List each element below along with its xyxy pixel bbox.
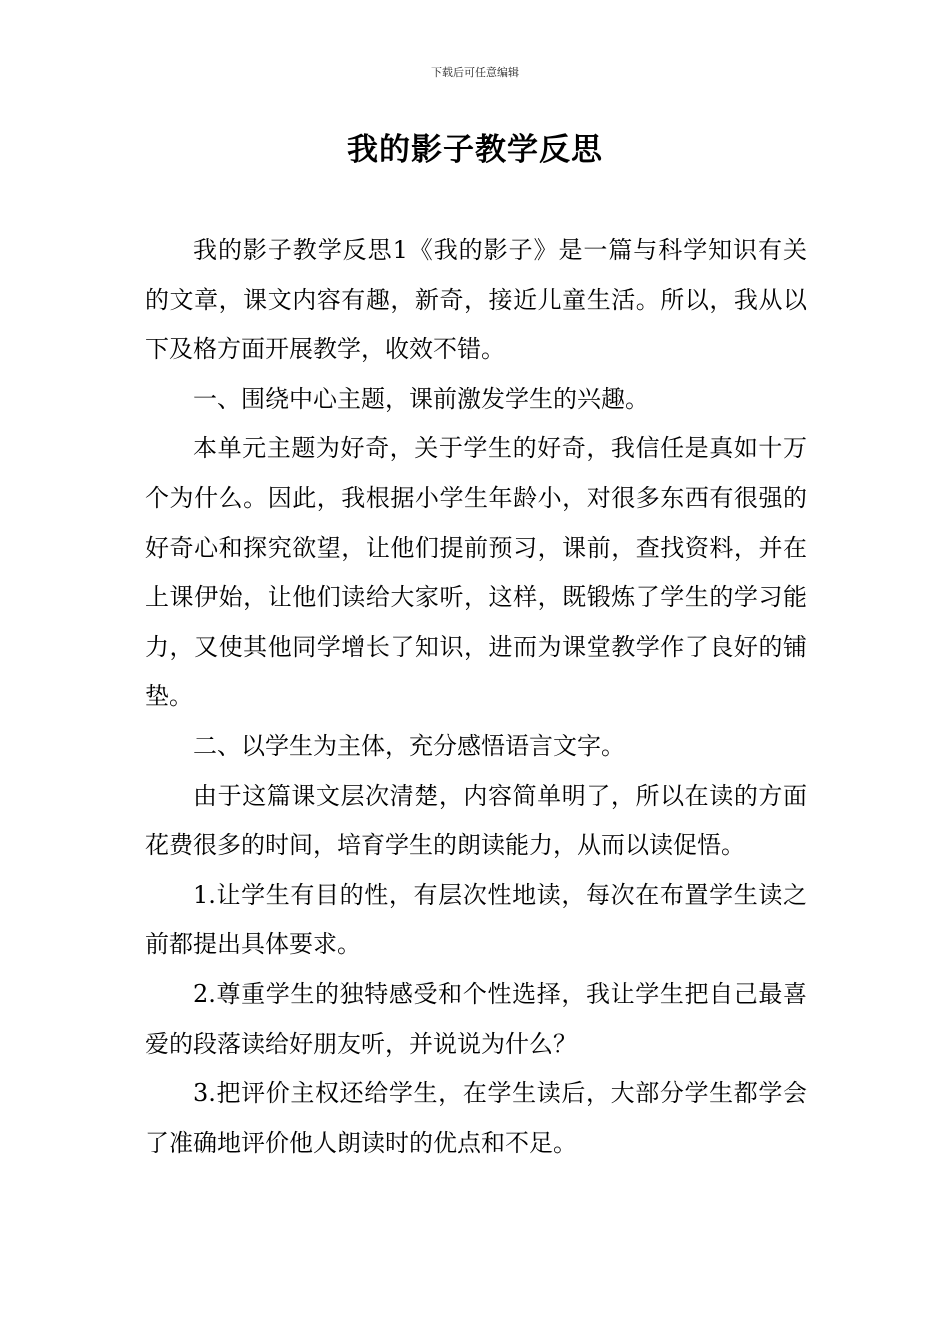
section-heading-one: 一、围绕中心主题，课前激发学生的兴趣。 bbox=[193, 384, 649, 413]
list-item-3: 3.把评价主权还给学生，在学生读后，大部分学生都学会了准确地评价他人朗读时的优点和不足。 bbox=[145, 1079, 807, 1157]
document-title: 我的影子教学反思 bbox=[347, 132, 603, 168]
list-item-1: 1.让学生有目的性，有层次性地读，每次在布置学生读之前都提出具体要求。 bbox=[145, 880, 807, 959]
list-item-2: 2.尊重学生的独特感受和个性选择，我让学生把自己最喜爱的段落读给好朋友听，并说说为什么？ bbox=[145, 979, 807, 1058]
paragraph-section-one: 本单元主题为好奇，关于学生的好奇，我信任是真如十万个为什么。因此，我根据小学生年龄小，对很多东西有很强的好奇心和探究欲望，让他们提前预习，课前，查找资料，并在上课伊始，让他们读给大家听，这样，既锻炼了学生的学习能力，又使其他同学增长了知识，进而为课堂教学作了良好的铺垫。 bbox=[145, 434, 807, 711]
paragraph-intro: 我的影子教学反思1《我的影子》是一篇与科学知识有关的文章，课文内容有趣，新奇，接近儿童生活。所以，我从以下及格方面开展教学，收效不错。 bbox=[145, 236, 807, 364]
paragraph-section-two: 由于这篇课文层次清楚，内容简单明了，所以在读的方面花费很多的时间，培育学生的朗读能力，从而以读促悟。 bbox=[145, 781, 807, 860]
document-body bbox=[145, 226, 807, 1168]
section-heading-two: 二、以学生为主体，充分感悟语言文字。 bbox=[193, 731, 625, 760]
header-note: 下载后可任意编辑 bbox=[431, 66, 519, 79]
